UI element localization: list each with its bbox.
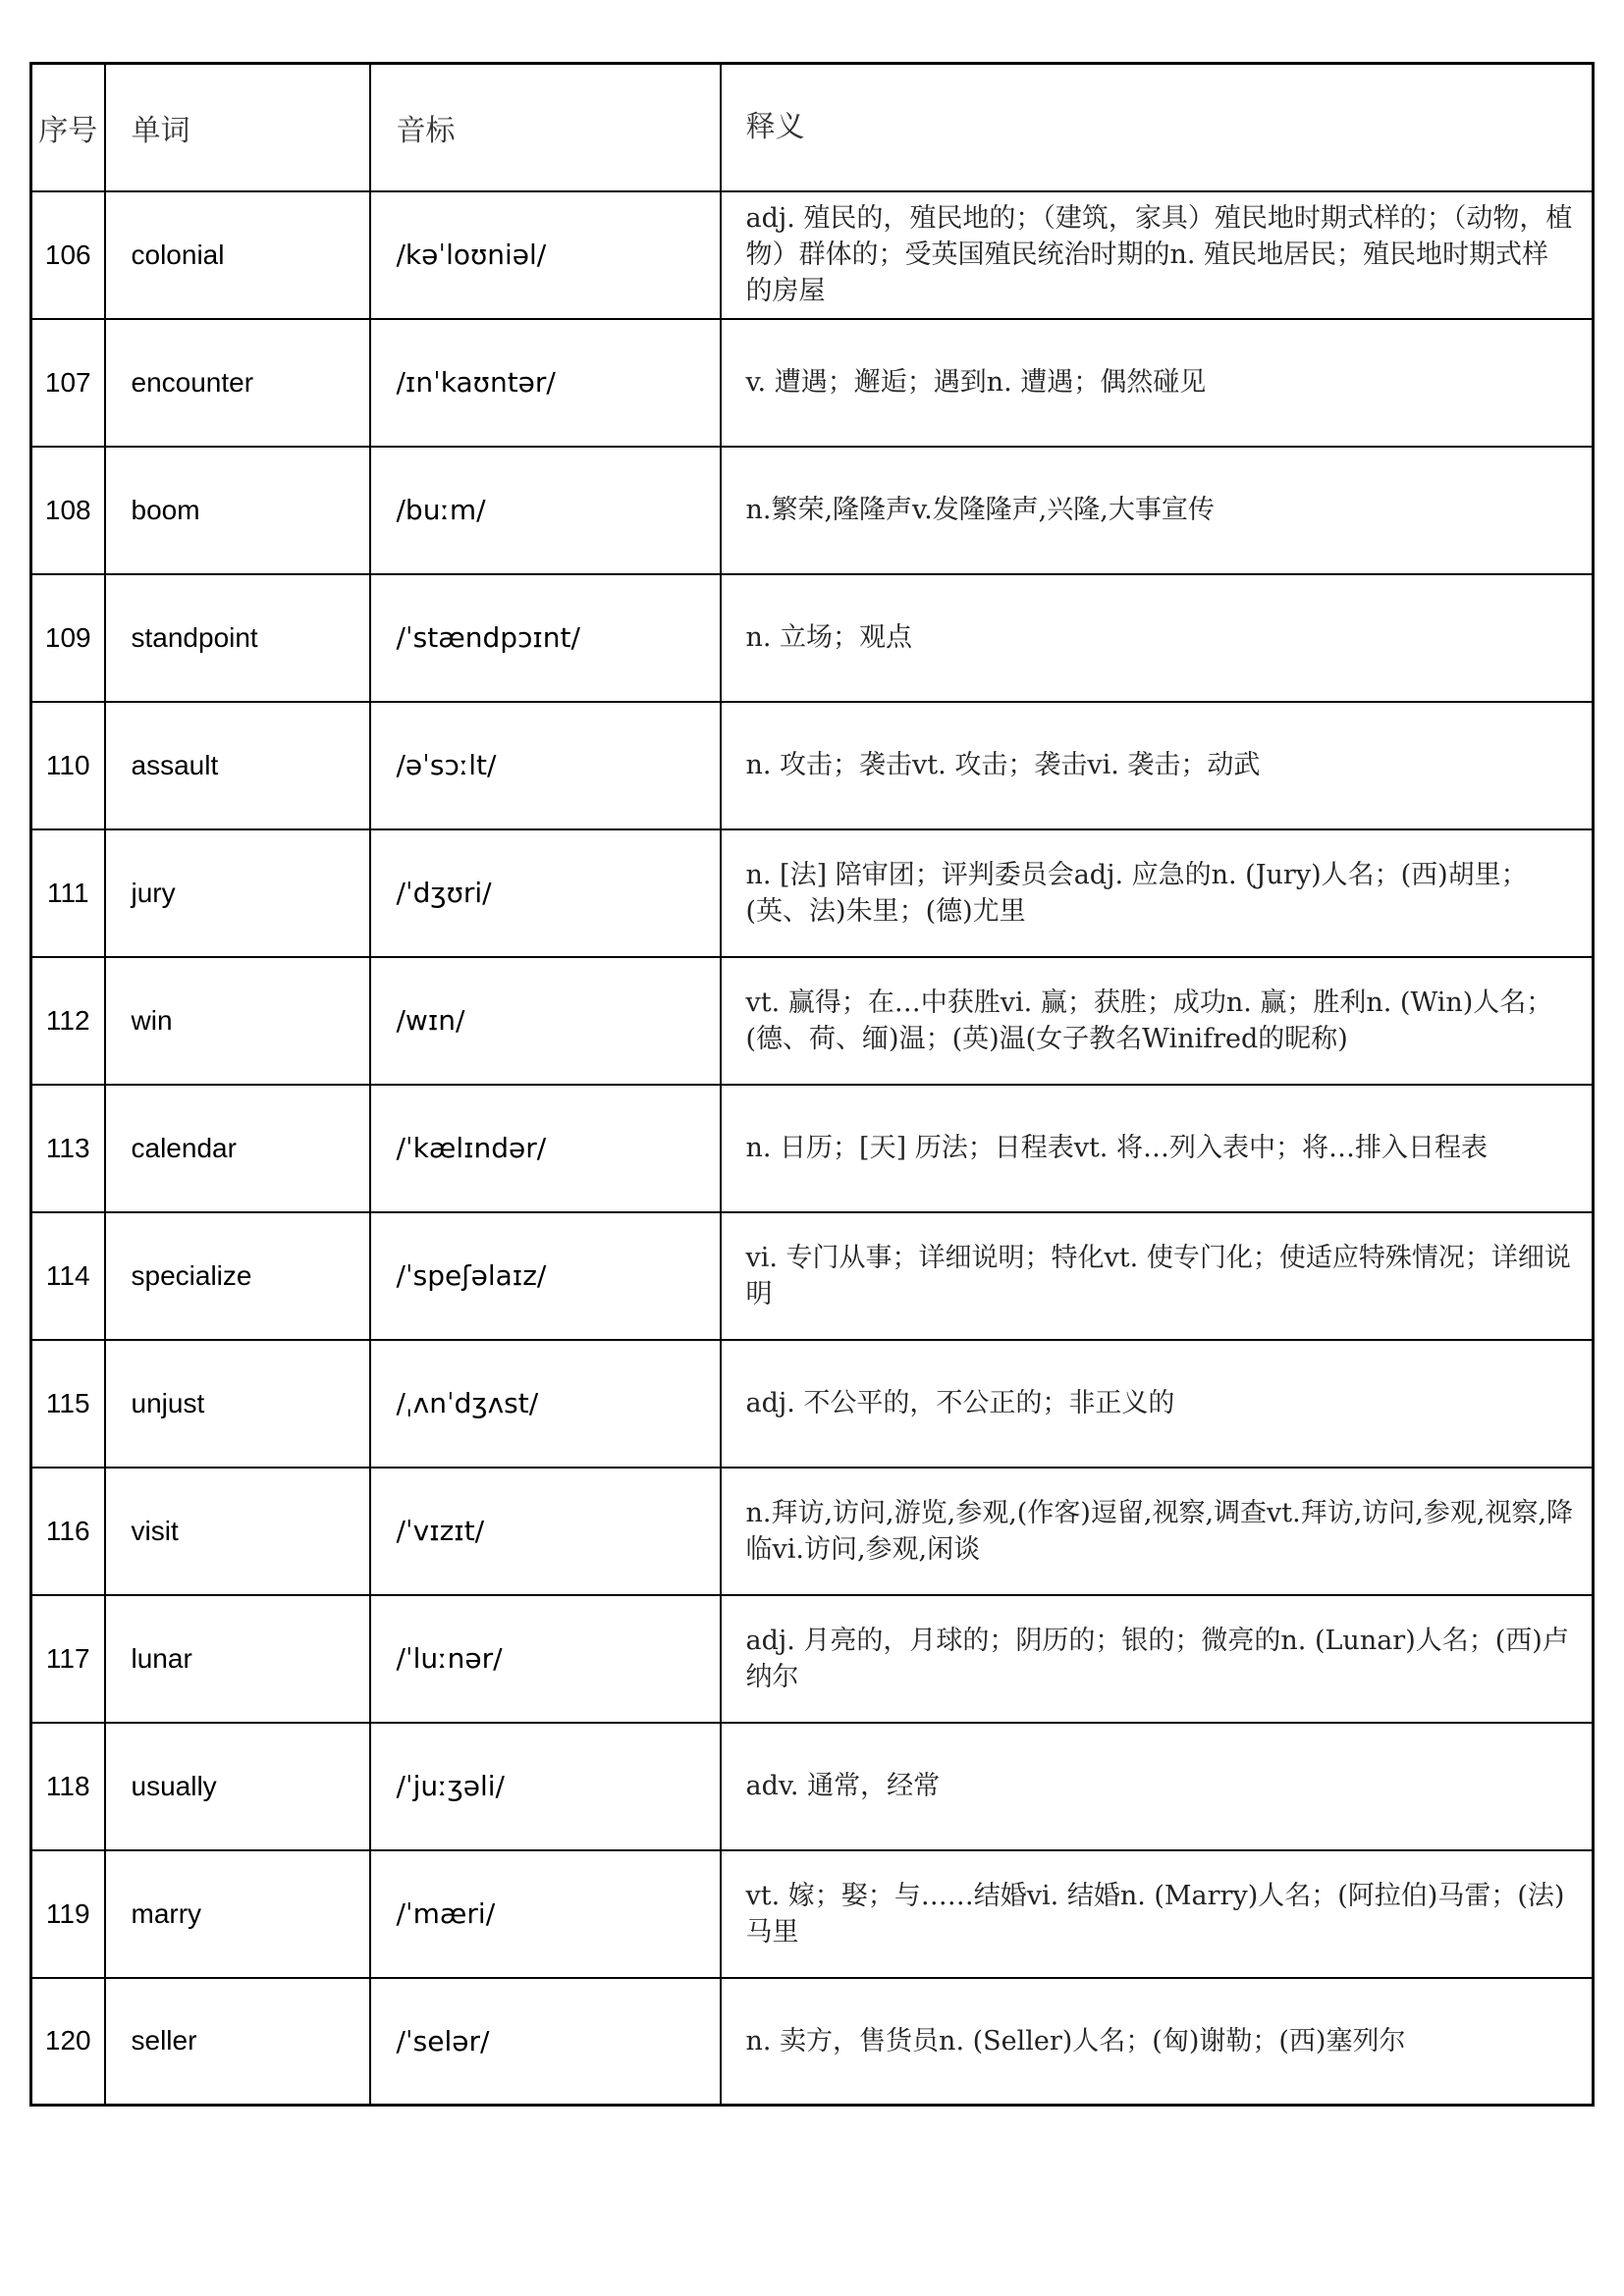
cell-num: 115 bbox=[31, 1340, 105, 1468]
cell-phonetic: /ˈluːnər/ bbox=[370, 1595, 721, 1723]
header-word: 单词 bbox=[105, 64, 370, 191]
cell-num: 117 bbox=[31, 1595, 105, 1723]
cell-num: 112 bbox=[31, 957, 105, 1085]
table-row bbox=[31, 447, 1594, 574]
cell-phonetic: /ˌʌnˈdʒʌst/ bbox=[370, 1340, 721, 1468]
cell-num: 106 bbox=[31, 191, 105, 319]
cell-definition: n. 攻击；袭击vt. 攻击；袭击vi. 袭击；动武 bbox=[721, 702, 1594, 829]
table-row bbox=[31, 319, 1594, 447]
cell-definition: n. 立场；观点 bbox=[721, 574, 1594, 702]
cell-word: encounter bbox=[105, 319, 370, 447]
table-row bbox=[31, 574, 1594, 702]
table-row bbox=[31, 829, 1594, 957]
cell-word: assault bbox=[105, 702, 370, 829]
cell-word: jury bbox=[105, 829, 370, 957]
cell-num: 113 bbox=[31, 1085, 105, 1212]
cell-phonetic: /ˈjuːʒəli/ bbox=[370, 1723, 721, 1850]
cell-phonetic: /ɪnˈkaʊntər/ bbox=[370, 319, 721, 447]
cell-num: 118 bbox=[31, 1723, 105, 1850]
table-row bbox=[31, 957, 1594, 1085]
cell-num: 114 bbox=[31, 1212, 105, 1340]
cell-word: win bbox=[105, 957, 370, 1085]
cell-phonetic: /buːm/ bbox=[370, 447, 721, 574]
table-row bbox=[31, 1468, 1594, 1595]
cell-word: seller bbox=[105, 1978, 370, 2106]
cell-num: 119 bbox=[31, 1850, 105, 1978]
cell-phonetic: /ˈkælɪndər/ bbox=[370, 1085, 721, 1212]
cell-word: visit bbox=[105, 1468, 370, 1595]
table-row bbox=[31, 702, 1594, 829]
cell-word: unjust bbox=[105, 1340, 370, 1468]
cell-phonetic: /ˈstændpɔɪnt/ bbox=[370, 574, 721, 702]
cell-word: calendar bbox=[105, 1085, 370, 1212]
header-phonetic: 音标 bbox=[370, 64, 721, 191]
cell-definition: v. 遭遇；邂逅；遇到n. 遭遇；偶然碰见 bbox=[721, 319, 1594, 447]
cell-num: 108 bbox=[31, 447, 105, 574]
table-row bbox=[31, 1850, 1594, 1978]
cell-phonetic: /ˈselər/ bbox=[370, 1978, 721, 2106]
cell-definition: vt. 嫁；娶；与……结婚vi. 结婚n. (Marry)人名；(阿拉伯)马雷；(法)马里 bbox=[721, 1850, 1594, 1978]
table-row bbox=[31, 1212, 1594, 1340]
cell-phonetic: /wɪn/ bbox=[370, 957, 721, 1085]
vocabulary-table bbox=[29, 62, 1595, 2107]
table-row bbox=[31, 1340, 1594, 1468]
cell-word: standpoint bbox=[105, 574, 370, 702]
table-header-row bbox=[31, 64, 1594, 191]
cell-definition: n. 卖方，售货员n. (Seller)人名；(匈)谢勒；(西)塞列尔 bbox=[721, 1978, 1594, 2106]
cell-num: 111 bbox=[31, 829, 105, 957]
cell-definition: n. 日历；[天] 历法；日程表vt. 将…列入表中；将…排入日程表 bbox=[721, 1085, 1594, 1212]
cell-num: 110 bbox=[31, 702, 105, 829]
cell-word: boom bbox=[105, 447, 370, 574]
cell-definition: n.拜访,访问,游览,参观,(作客)逗留,视察,调查vt.拜访,访问,参观,视察,降临vi.访问,参观,闲谈 bbox=[721, 1468, 1594, 1595]
cell-phonetic: /əˈsɔːlt/ bbox=[370, 702, 721, 829]
table-row bbox=[31, 1978, 1594, 2106]
cell-definition: adv. 通常，经常 bbox=[721, 1723, 1594, 1850]
cell-phonetic: /kəˈloʊniəl/ bbox=[370, 191, 721, 319]
table-row bbox=[31, 1595, 1594, 1723]
cell-definition: adj. 月亮的，月球的；阴历的；银的；微亮的n. (Lunar)人名；(西)卢纳尔 bbox=[721, 1595, 1594, 1723]
cell-definition: n.繁荣,隆隆声v.发隆隆声,兴隆,大事宣传 bbox=[721, 447, 1594, 574]
cell-word: specialize bbox=[105, 1212, 370, 1340]
table-row bbox=[31, 1723, 1594, 1850]
cell-num: 107 bbox=[31, 319, 105, 447]
cell-phonetic: /ˈmæri/ bbox=[370, 1850, 721, 1978]
cell-word: lunar bbox=[105, 1595, 370, 1723]
cell-num: 116 bbox=[31, 1468, 105, 1595]
cell-phonetic: /ˈdʒʊri/ bbox=[370, 829, 721, 957]
cell-definition: vi. 专门从事；详细说明；特化vt. 使专门化；使适应特殊情况；详细说明 bbox=[721, 1212, 1594, 1340]
header-num: 序号 bbox=[31, 64, 105, 191]
cell-definition: adj. 不公平的，不公正的；非正义的 bbox=[721, 1340, 1594, 1468]
cell-num: 120 bbox=[31, 1978, 105, 2106]
cell-word: marry bbox=[105, 1850, 370, 1978]
table-row bbox=[31, 1085, 1594, 1212]
cell-definition: vt. 赢得；在…中获胜vi. 赢；获胜；成功n. 赢；胜利n. (Win)人名；(德、荷、缅)温；(英)温(女子教名Winifred的昵称) bbox=[721, 957, 1594, 1085]
cell-definition: n. [法] 陪审团；评判委员会adj. 应急的n. (Jury)人名；(西)胡里；(英、法)朱里；(德)尤里 bbox=[721, 829, 1594, 957]
cell-word: colonial bbox=[105, 191, 370, 319]
header-definition: 释义 bbox=[721, 64, 1594, 191]
table-row bbox=[31, 191, 1594, 319]
cell-phonetic: /ˈvɪzɪt/ bbox=[370, 1468, 721, 1595]
table-body bbox=[31, 64, 1594, 2106]
cell-phonetic: /ˈspeʃəlaɪz/ bbox=[370, 1212, 721, 1340]
cell-definition: adj. 殖民的，殖民地的；（建筑，家具）殖民地时期式样的；（动物，植物）群体的；受英国殖民统治时期的n. 殖民地居民；殖民地时期式样的房屋 bbox=[721, 191, 1594, 319]
cell-num: 109 bbox=[31, 574, 105, 702]
cell-word: usually bbox=[105, 1723, 370, 1850]
